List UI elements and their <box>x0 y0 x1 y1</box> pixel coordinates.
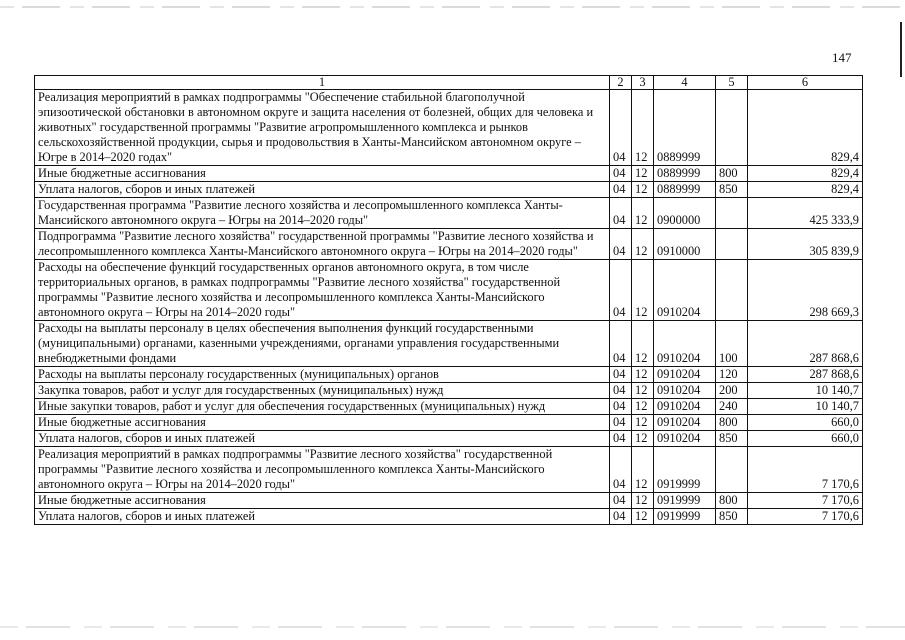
table-row <box>35 415 863 431</box>
scan-edge-mark <box>900 22 902 77</box>
target-article-code: 0889999 <box>654 166 716 182</box>
subsection-code: 12 <box>632 229 654 260</box>
table-row <box>35 367 863 383</box>
amount: 298 669,3 <box>748 260 863 321</box>
target-article-code: 0889999 <box>654 182 716 198</box>
target-article-code: 0919999 <box>654 447 716 493</box>
expense-type-code <box>716 90 748 166</box>
row-description: Реализация мероприятий в рамках подпрограммы "Развитие лесного хозяйства" государственной программы "Развитие лесного хозяйства и лесопромышленного комплекса Ханты-Мансийского автономного округа – Югры на 2014–2020 годы" <box>35 447 610 493</box>
row-description: Иные бюджетные ассигнования <box>35 415 610 431</box>
expense-type-code <box>716 260 748 321</box>
table-row <box>35 431 863 447</box>
expense-type-code: 120 <box>716 367 748 383</box>
expense-type-code <box>716 229 748 260</box>
col-header-6: 6 <box>748 76 863 90</box>
target-article-code: 0910204 <box>654 415 716 431</box>
col-header-3: 3 <box>632 76 654 90</box>
section-code: 04 <box>610 229 632 260</box>
subsection-code: 12 <box>632 260 654 321</box>
section-code: 04 <box>610 182 632 198</box>
table-row <box>35 90 863 166</box>
table-row <box>35 166 863 182</box>
subsection-code: 12 <box>632 166 654 182</box>
row-description: Расходы на выплаты персоналу в целях обеспечения выполнения функций государственными (муниципальными) органами, казенными учреждениями, органами управления государственными внебюджетными фондами <box>35 321 610 367</box>
expense-type-code: 850 <box>716 431 748 447</box>
expense-type-code: 100 <box>716 321 748 367</box>
subsection-code: 12 <box>632 198 654 229</box>
table-row <box>35 321 863 367</box>
amount: 660,0 <box>748 415 863 431</box>
row-description: Реализация мероприятий в рамках подпрограммы "Обеспечение стабильной благополучной эпизоотической обстановки в автономном округе и защита населения от болезней, общих для человека и животных" государственной программы "Развитие агропромышленного комплекса и рынков сельскохозяйственной продукции, сырья и продовольствия в Ханты-Мансийском автономном округе – Югре в 2014–2020 годах" <box>35 90 610 166</box>
target-article-code: 0900000 <box>654 198 716 229</box>
subsection-code: 12 <box>632 321 654 367</box>
target-article-code: 0910204 <box>654 399 716 415</box>
subsection-code: 12 <box>632 447 654 493</box>
section-code: 04 <box>610 447 632 493</box>
amount: 10 140,7 <box>748 399 863 415</box>
target-article-code: 0919999 <box>654 509 716 525</box>
section-code: 04 <box>610 198 632 229</box>
section-code: 04 <box>610 509 632 525</box>
expense-type-code: 850 <box>716 509 748 525</box>
col-header-1: 1 <box>35 76 610 90</box>
target-article-code: 0910204 <box>654 367 716 383</box>
col-header-4: 4 <box>654 76 716 90</box>
scan-artifact-top <box>0 6 905 8</box>
target-article-code: 0910204 <box>654 260 716 321</box>
section-code: 04 <box>610 431 632 447</box>
row-description: Расходы на обеспечение функций государственных органов автономного округа, в том числе территориальных органов, в рамках подпрограммы "Развитие лесного хозяйства" государственной программы "Развитие лесного хозяйства и лесопромышленного комплекса Ханты-Мансийского автономного округа – Югры на 2014–2020 годы" <box>35 260 610 321</box>
budget-table <box>34 75 863 525</box>
subsection-code: 12 <box>632 383 654 399</box>
amount: 829,4 <box>748 182 863 198</box>
row-description: Закупка товаров, работ и услуг для государственных (муниципальных) нужд <box>35 383 610 399</box>
amount: 829,4 <box>748 166 863 182</box>
expense-type-code: 240 <box>716 399 748 415</box>
section-code: 04 <box>610 383 632 399</box>
amount: 829,4 <box>748 90 863 166</box>
section-code: 04 <box>610 321 632 367</box>
col-header-5: 5 <box>716 76 748 90</box>
expense-type-code: 800 <box>716 166 748 182</box>
section-code: 04 <box>610 415 632 431</box>
row-description: Подпрограмма "Развитие лесного хозяйства" государственной программы "Развитие лесного хозяйства и лесопромышленного комплекса Ханты-Мансийского автономного округа – Югры на 2014–2020 годы" <box>35 229 610 260</box>
row-description: Уплата налогов, сборов и иных платежей <box>35 182 610 198</box>
table-row <box>35 493 863 509</box>
row-description: Государственная программа "Развитие лесного хозяйства и лесопромышленного комплекса Ханты-Мансийского автономного округа – Югры на 2014–2020 годы" <box>35 198 610 229</box>
section-code: 04 <box>610 90 632 166</box>
subsection-code: 12 <box>632 415 654 431</box>
table-row <box>35 447 863 493</box>
expense-type-code: 800 <box>716 493 748 509</box>
scan-artifact-bottom <box>0 626 905 628</box>
col-header-2: 2 <box>610 76 632 90</box>
row-description: Иные закупки товаров, работ и услуг для обеспечения государственных (муниципальных) нужд <box>35 399 610 415</box>
row-description: Иные бюджетные ассигнования <box>35 493 610 509</box>
amount: 10 140,7 <box>748 383 863 399</box>
section-code: 04 <box>610 260 632 321</box>
amount: 660,0 <box>748 431 863 447</box>
page-number: 147 <box>832 50 852 65</box>
amount: 305 839,9 <box>748 229 863 260</box>
table-row <box>35 229 863 260</box>
subsection-code: 12 <box>632 182 654 198</box>
expense-type-code: 800 <box>716 415 748 431</box>
table-header-row <box>35 76 863 90</box>
table-row <box>35 383 863 399</box>
row-description: Расходы на выплаты персоналу государственных (муниципальных) органов <box>35 367 610 383</box>
section-code: 04 <box>610 367 632 383</box>
target-article-code: 0910204 <box>654 321 716 367</box>
table-row <box>35 399 863 415</box>
subsection-code: 12 <box>632 493 654 509</box>
target-article-code: 0910204 <box>654 431 716 447</box>
amount: 7 170,6 <box>748 447 863 493</box>
row-description: Уплата налогов, сборов и иных платежей <box>35 509 610 525</box>
section-code: 04 <box>610 399 632 415</box>
amount: 287 868,6 <box>748 367 863 383</box>
target-article-code: 0910204 <box>654 383 716 399</box>
table-row <box>35 509 863 525</box>
expense-type-code: 200 <box>716 383 748 399</box>
section-code: 04 <box>610 493 632 509</box>
table-row <box>35 198 863 229</box>
table-row <box>35 260 863 321</box>
amount: 7 170,6 <box>748 493 863 509</box>
subsection-code: 12 <box>632 399 654 415</box>
amount: 7 170,6 <box>748 509 863 525</box>
expense-type-code <box>716 198 748 229</box>
section-code: 04 <box>610 166 632 182</box>
amount: 287 868,6 <box>748 321 863 367</box>
subsection-code: 12 <box>632 367 654 383</box>
table-row <box>35 182 863 198</box>
amount: 425 333,9 <box>748 198 863 229</box>
subsection-code: 12 <box>632 90 654 166</box>
subsection-code: 12 <box>632 509 654 525</box>
row-description: Уплата налогов, сборов и иных платежей <box>35 431 610 447</box>
row-description: Иные бюджетные ассигнования <box>35 166 610 182</box>
expense-type-code <box>716 447 748 493</box>
target-article-code: 0919999 <box>654 493 716 509</box>
subsection-code: 12 <box>632 431 654 447</box>
expense-type-code: 850 <box>716 182 748 198</box>
target-article-code: 0889999 <box>654 90 716 166</box>
target-article-code: 0910000 <box>654 229 716 260</box>
